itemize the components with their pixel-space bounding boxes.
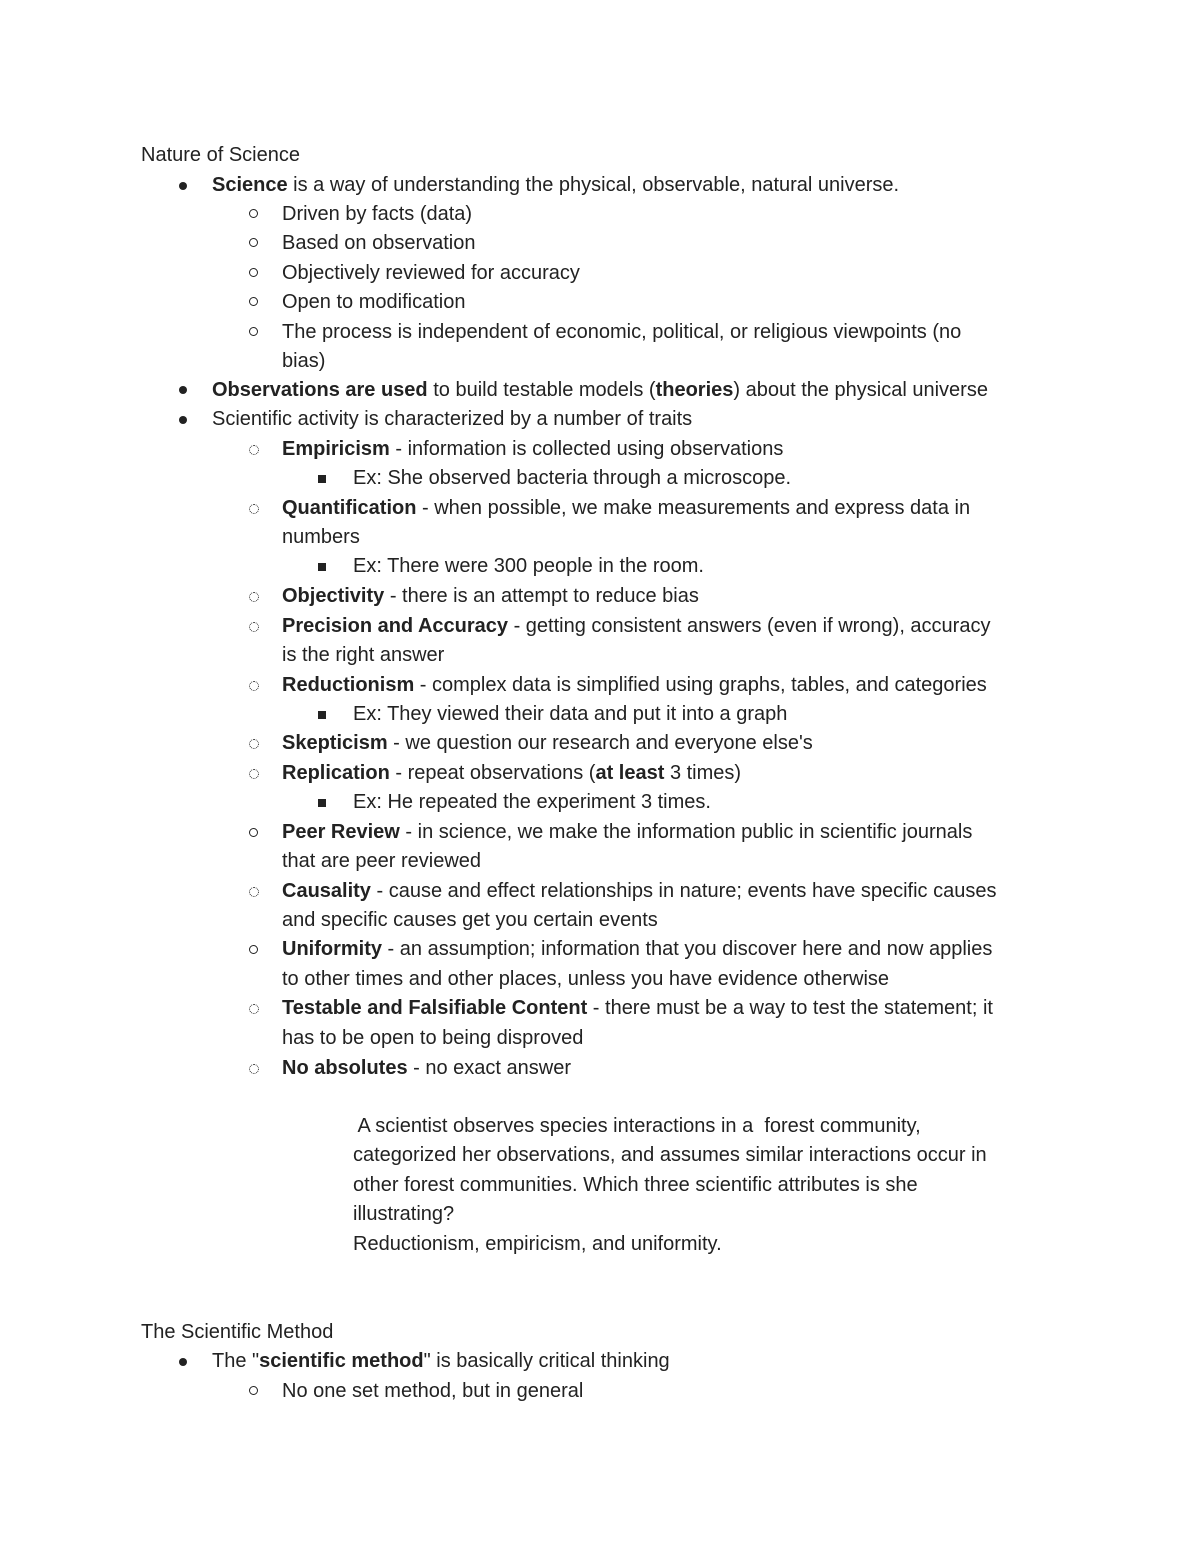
list-item-process-independent-cont: bias)	[282, 350, 326, 372]
bullet-circle-icon	[249, 945, 258, 954]
item-text: - there must be a way to test the statement; it	[587, 997, 993, 1019]
bullet-circle-icon	[249, 209, 258, 218]
list-item-traits-intro: Scientific activity is characterized by a number of traits	[212, 408, 693, 430]
trait-uniformity	[282, 937, 992, 961]
list-item-observations	[212, 378, 988, 402]
item-text: - in science, we make the information public in scientific journals	[399, 821, 973, 843]
bullet-dotted-icon	[249, 739, 259, 749]
trait-replication	[282, 761, 741, 785]
bullet-disc-icon	[179, 1358, 187, 1366]
term-scientific-method: scientific method	[259, 1350, 424, 1372]
trait-quantification	[282, 496, 970, 520]
item-text: - complex data is simplified using graphs, tables, and categories	[414, 674, 987, 696]
bullet-dotted-icon	[249, 592, 259, 602]
trait-testable-falsifiable-cont: has to be open to being disproved	[282, 1027, 584, 1049]
bullet-dotted-icon	[249, 622, 259, 632]
list-item-objectively-reviewed: Objectively reviewed for accuracy	[282, 262, 580, 284]
trait-peer-review	[282, 820, 972, 844]
list-item-scientific-method	[212, 1349, 670, 1373]
trait-skepticism	[282, 731, 813, 755]
term-reductionism: Reductionism	[282, 674, 415, 696]
term-observations: Observations are used	[212, 379, 428, 401]
question-line: A scientist observes species interactions in a forest community,	[353, 1115, 921, 1137]
question-answer: Reductionism, empiricism, and uniformity.	[353, 1233, 722, 1255]
term-at-least: at least	[595, 762, 665, 784]
term-precision-accuracy: Precision and Accuracy	[282, 615, 509, 637]
bullet-disc-icon	[179, 182, 187, 190]
section-heading-scientific-method: The Scientific Method	[141, 1321, 334, 1343]
section-heading-nature-of-science: Nature of Science	[141, 144, 300, 166]
bullet-dotted-icon	[249, 1004, 259, 1014]
example-replication: Ex: He repeated the experiment 3 times.	[353, 791, 711, 813]
item-text: - no exact answer	[407, 1057, 571, 1079]
item-text: - information is collected using observations	[389, 438, 784, 460]
item-text: - there is an attempt to reduce bias	[384, 585, 699, 607]
bullet-square-icon	[318, 799, 326, 807]
item-text: " is basically critical thinking	[423, 1350, 670, 1372]
item-text: - when possible, we make measurements and express data in	[416, 497, 971, 519]
bullet-dotted-icon	[249, 769, 259, 779]
term-objectivity: Objectivity	[282, 585, 385, 607]
term-causality: Causality	[282, 880, 371, 902]
bullet-circle-icon	[249, 1386, 258, 1395]
bullet-dotted-icon	[249, 681, 259, 691]
list-item-science	[212, 173, 899, 197]
bullet-circle-icon	[249, 268, 258, 277]
bullet-square-icon	[318, 711, 326, 719]
trait-uniformity-cont: to other times and other places, unless you have evidence otherwise	[282, 968, 890, 990]
term-peer-review: Peer Review	[282, 821, 400, 843]
question-line: categorized her observations, and assumes similar interactions occur in	[353, 1144, 987, 1166]
item-text: - repeat observations (	[389, 762, 596, 784]
trait-peer-review-cont: that are peer reviewed	[282, 850, 482, 872]
term-no-absolutes: No absolutes	[282, 1057, 408, 1079]
item-text: - cause and effect relationships in nature; events have specific causes	[370, 880, 997, 902]
trait-quantification-cont: numbers	[282, 526, 360, 548]
term-science: Science	[212, 174, 288, 196]
list-item-based-on-observation: Based on observation	[282, 232, 476, 254]
bullet-dotted-icon	[249, 504, 259, 514]
trait-reductionism	[282, 673, 987, 697]
item-text: - getting consistent answers (even if wrong), accuracy	[508, 615, 991, 637]
term-theories: theories	[655, 379, 734, 401]
bullet-circle-icon	[249, 238, 258, 247]
bullet-dotted-icon	[249, 1064, 259, 1074]
item-text: The "	[212, 1350, 260, 1372]
bullet-dotted-icon	[249, 887, 259, 897]
example-empiricism: Ex: She observed bacteria through a microscope.	[353, 467, 792, 489]
item-text: 3 times)	[664, 762, 742, 784]
trait-testable-falsifiable	[282, 996, 993, 1020]
example-reductionism: Ex: They viewed their data and put it into a graph	[353, 703, 788, 725]
item-text: - an assumption; information that you discover here and now applies	[382, 938, 993, 960]
question-line: illustrating?	[353, 1203, 455, 1225]
list-item-no-one-set-method: No one set method, but in general	[282, 1380, 584, 1402]
list-item-open-to-modification: Open to modification	[282, 291, 466, 313]
trait-causality-cont: and specific causes get you certain events	[282, 909, 658, 931]
bullet-dotted-icon	[249, 445, 259, 455]
bullet-circle-icon	[249, 828, 258, 837]
term-empiricism: Empiricism	[282, 438, 390, 460]
trait-precision-accuracy	[282, 614, 990, 638]
item-text: ) about the physical universe	[733, 379, 988, 401]
term-skepticism: Skepticism	[282, 732, 388, 754]
list-item-process-independent: The process is independent of economic, political, or religious viewpoints (no	[282, 321, 962, 343]
example-quantification: Ex: There were 300 people in the room.	[353, 555, 704, 577]
trait-no-absolutes	[282, 1056, 571, 1080]
trait-empiricism	[282, 437, 783, 461]
bullet-square-icon	[318, 563, 326, 571]
bullet-disc-icon	[179, 386, 187, 394]
item-text: to build testable models (	[427, 379, 656, 401]
term-quantification: Quantification	[282, 497, 417, 519]
trait-precision-accuracy-cont: is the right answer	[282, 644, 445, 666]
term-testable-falsifiable: Testable and Falsifiable Content	[282, 997, 588, 1019]
term-uniformity: Uniformity	[282, 938, 382, 960]
term-replication: Replication	[282, 762, 390, 784]
bullet-square-icon	[318, 475, 326, 483]
item-text: is a way of understanding the physical, observable, natural universe.	[287, 174, 900, 196]
list-item-driven-by-facts: Driven by facts (data)	[282, 203, 473, 225]
bullet-disc-icon	[179, 416, 187, 424]
trait-causality	[282, 879, 996, 903]
item-text: - we question our research and everyone else's	[387, 732, 813, 754]
question-line: other forest communities. Which three scientific attributes is she	[353, 1174, 918, 1196]
trait-objectivity	[282, 584, 699, 608]
bullet-circle-icon	[249, 327, 258, 336]
bullet-circle-icon	[249, 297, 258, 306]
